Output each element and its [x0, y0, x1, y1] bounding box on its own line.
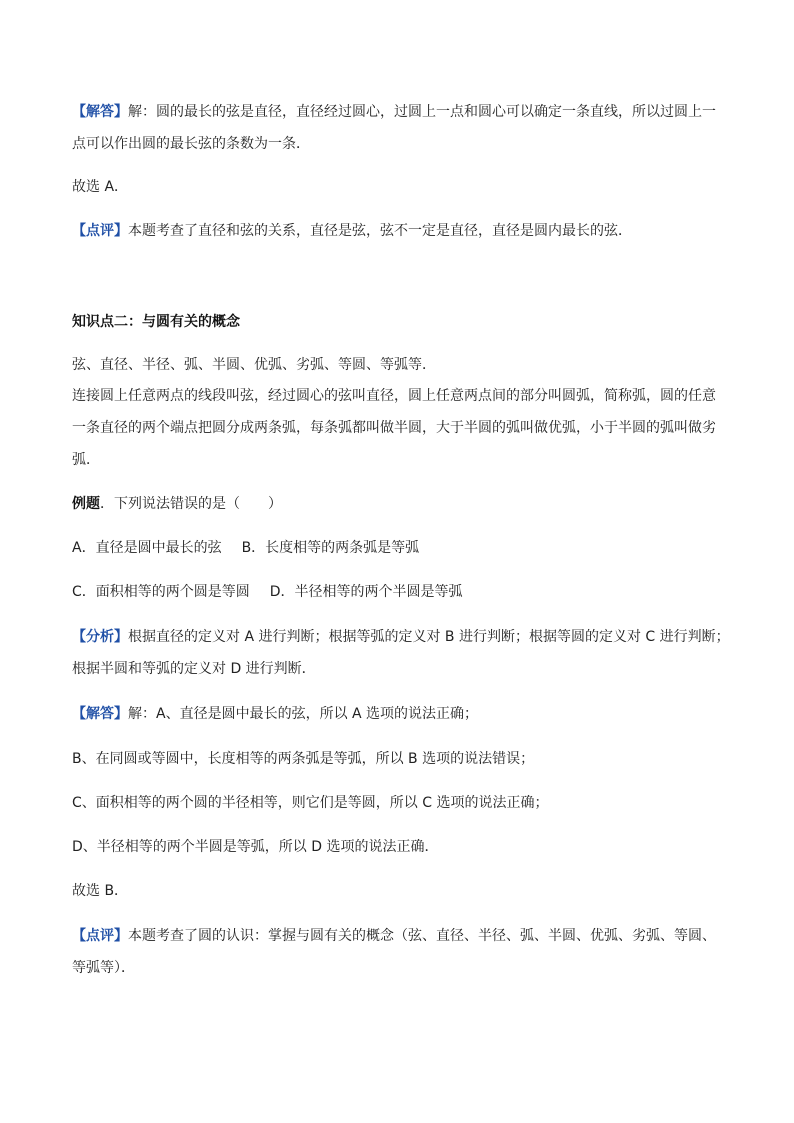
answer-line-c: C、面积相等的两个圆的半径相等，则它们是等圆，所以 C 选项的说法正确； — [72, 795, 549, 811]
analysis-text-1: 根据直径的定义对 A 进行判断；根据等弧的定义对 B 进行判断；根据等圆的定义对 C 进行判断； — [128, 629, 730, 645]
comment2-tag: 【点评】 — [72, 928, 128, 944]
choice-2: 故选 B． — [72, 883, 129, 899]
options-row-2 — [72, 583, 732, 601]
option-d: D．半径相等的两个半圆是等弧 — [269, 584, 463, 600]
comment2-line-2: 等弧等）． — [72, 960, 135, 976]
definition-line-1: 连接圆上任意两点的线段叫弦，经过圆心的弦叫直径，圆上任意两点间的部分叫圆弧，简称弧，圆的任意 — [72, 388, 716, 404]
option-a: A．直径是圆中最长的弦 — [72, 540, 222, 556]
top-comment — [72, 222, 732, 240]
top-choice: 故选 A． — [72, 179, 129, 195]
comment-tag: 【点评】 — [72, 223, 128, 239]
example-label: 例题 — [72, 496, 100, 512]
top-answer-text-1: 解：圆的最长的弦是直径，直径经过圆心，过圆上一点和圆心可以确定一条直线，所以过圆上一 — [128, 104, 716, 120]
answer-tag: 【解答】 — [72, 104, 128, 120]
analysis-line-2: 根据半圆和等弧的定义对 D 进行判断． — [72, 661, 316, 677]
comment2-text-1: 本题考查了圆的认识：掌握与圆有关的概念（弦、直径、半径、弧、半圆、优弧、劣弧、等圆、 — [128, 928, 716, 944]
top-answer-line-1 — [72, 103, 732, 121]
answer-line-d: D、半径相等的两个半圆是等弧，所以 D 选项的说法正确． — [72, 839, 439, 855]
option-c: C．面积相等的两个圆是等圆 — [72, 584, 250, 600]
section-title: 知识点二：与圆有关的概念 — [72, 314, 240, 330]
option-b: B．长度相等的两条弧是等弧 — [241, 540, 420, 556]
answer-text-a: 解：A、直径是圆中最长的弦，所以 A 选项的说法正确； — [128, 706, 479, 722]
top-comment-text: 本题考查了直径和弦的关系，直径是弦，弦不一定是直径，直径是圆内最长的弦． — [128, 223, 632, 239]
answer-line-b: B、在同圆或等圆中，长度相等的两条弧是等弧，所以 B 选项的说法错误； — [72, 751, 535, 767]
analysis-tag: 【分析】 — [72, 629, 128, 645]
answer2-tag: 【解答】 — [72, 706, 128, 722]
analysis-line-1 — [72, 628, 732, 646]
options-row-1 — [72, 539, 732, 557]
top-answer-line-2: 点可以作出圆的最长弦的条数为一条． — [72, 136, 310, 152]
example-question-text: ．下列说法错误的是（ ） — [100, 496, 282, 512]
section-terms: 弦、直径、半径、弧、半圆、优弧、劣弧、等圆、等弧等． — [72, 357, 436, 373]
comment2-line-1 — [72, 927, 732, 945]
definition-line-2: 一条直径的两个端点把圆分成两条弧，每条弧都叫做半圆，大于半圆的弧叫做优弧，小于半圆的弧叫做劣 — [72, 420, 716, 436]
definition-line-3: 弧． — [72, 452, 100, 468]
answer-line-a — [72, 705, 732, 723]
example-question — [72, 495, 732, 513]
